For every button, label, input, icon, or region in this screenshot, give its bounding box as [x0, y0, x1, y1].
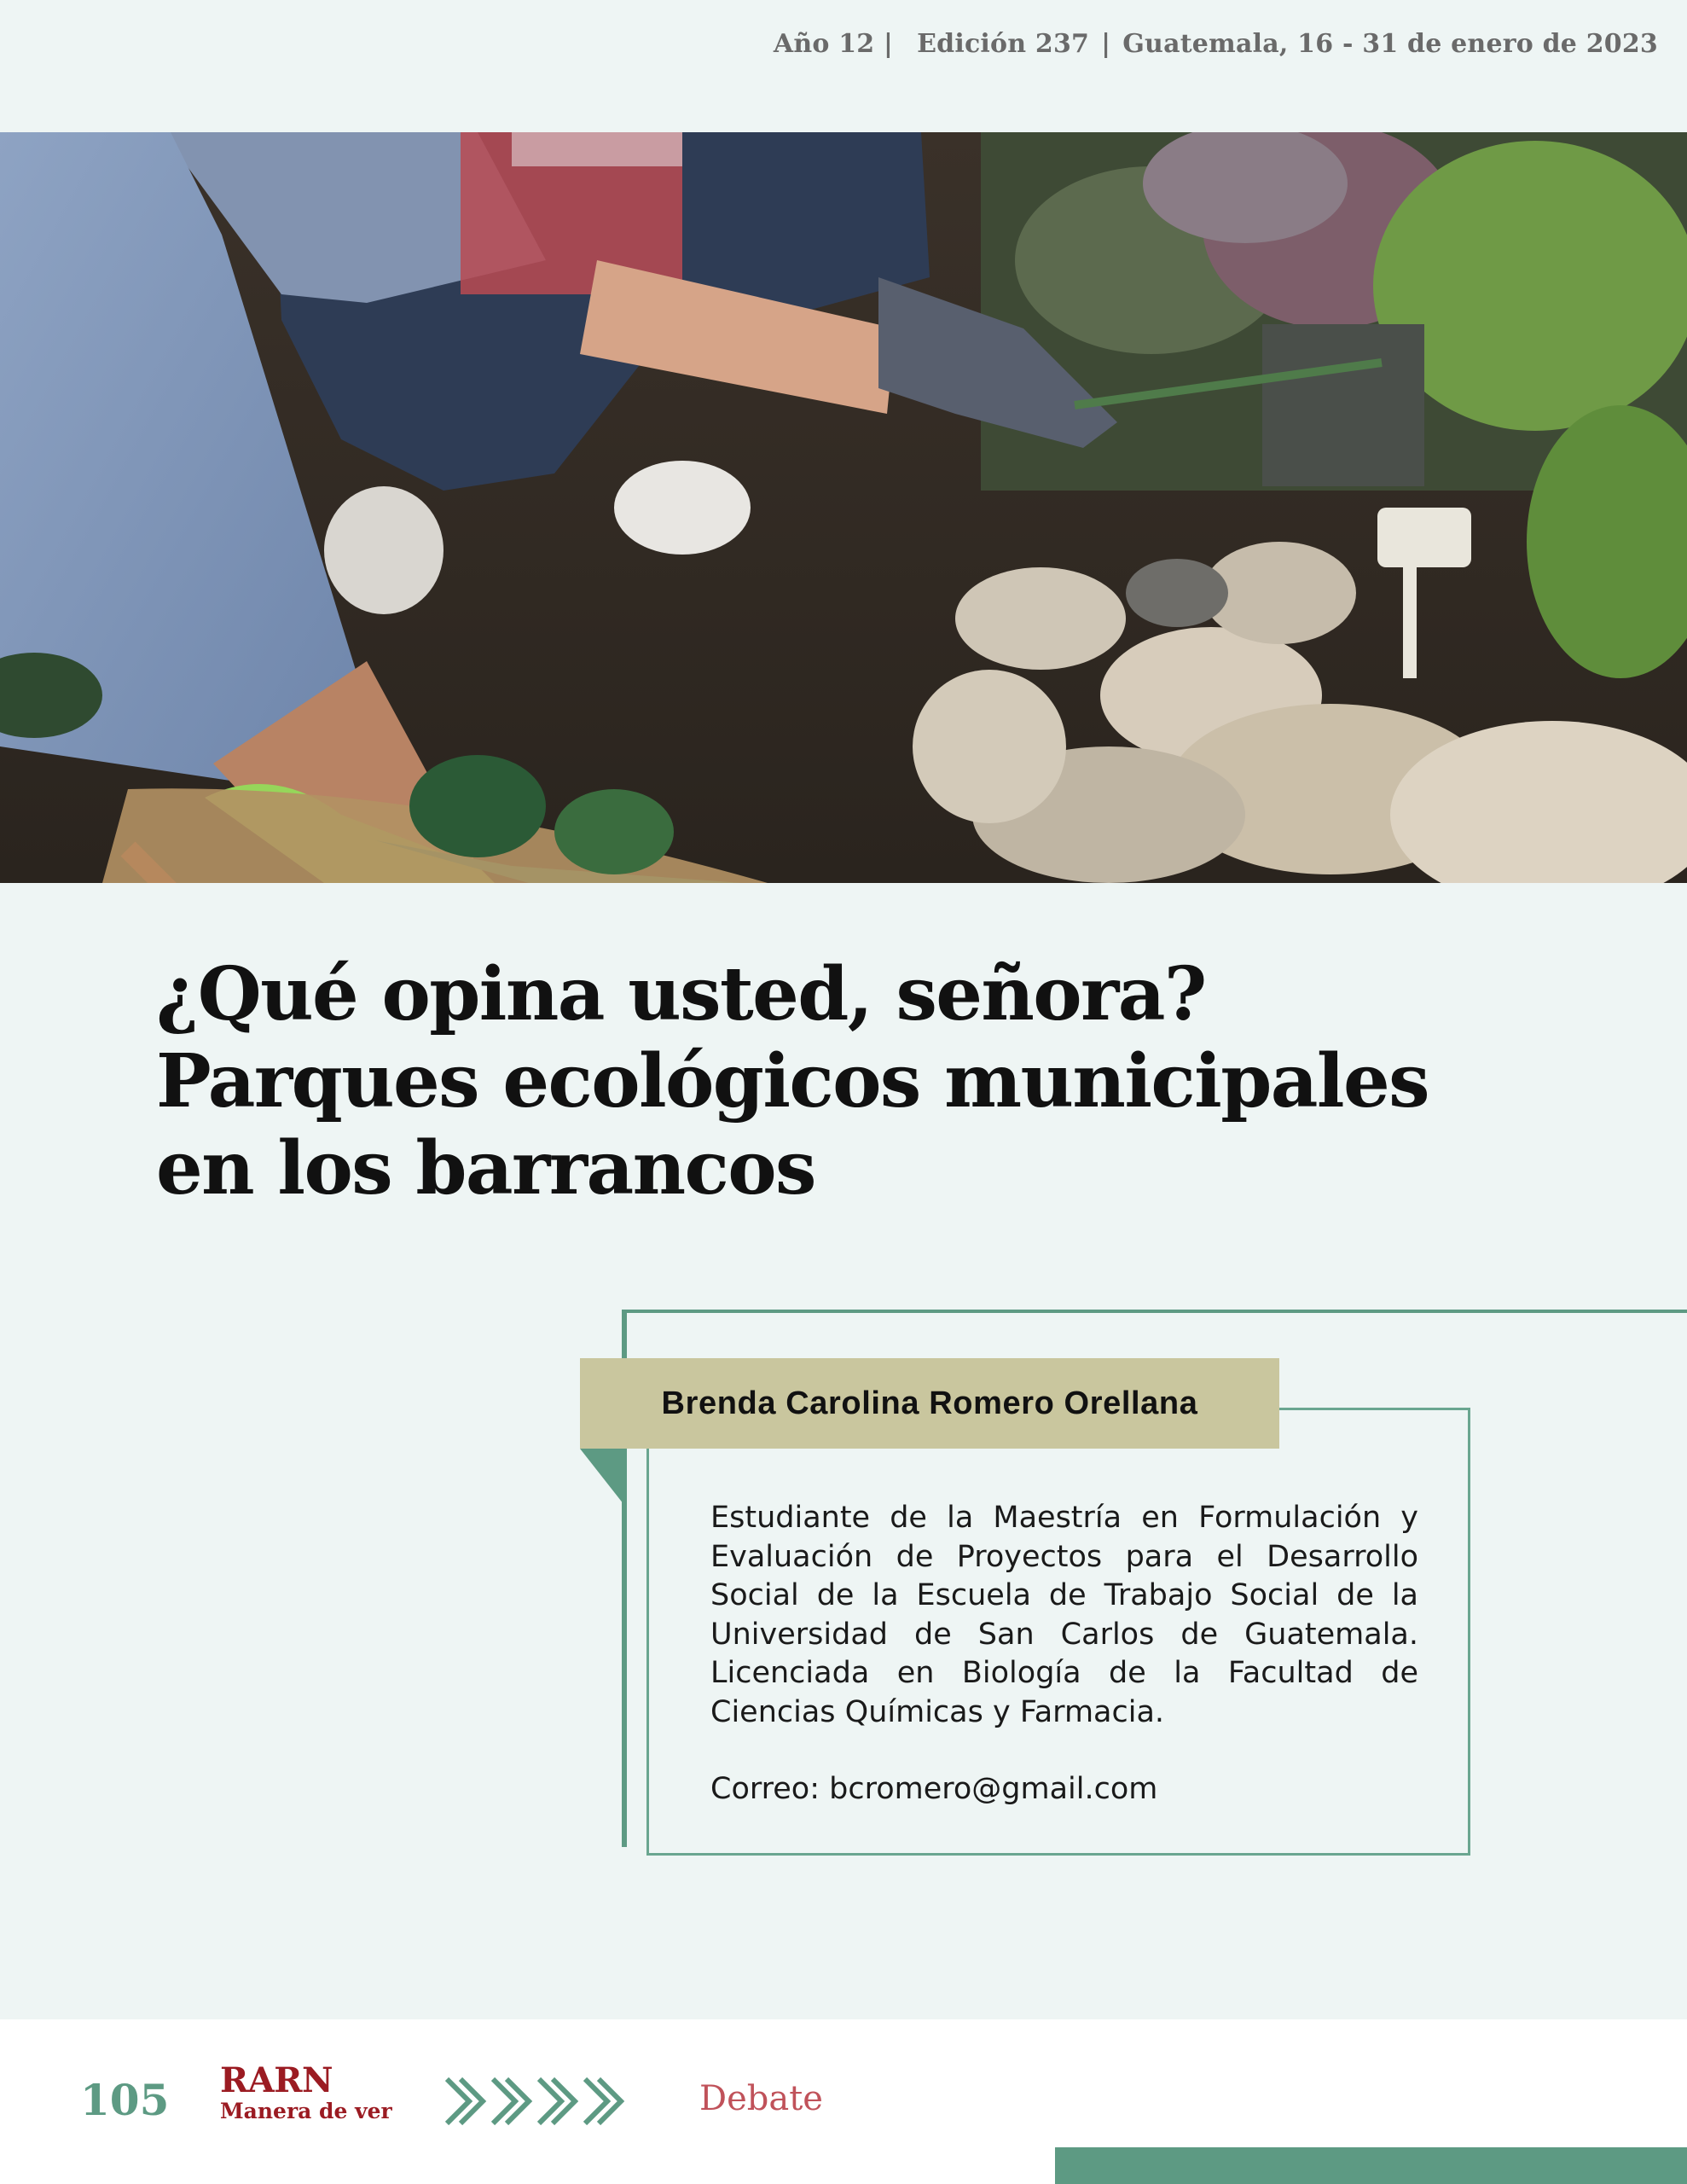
page-number: 105 — [80, 2075, 170, 2125]
author-email: Correo: bcromero@gmail.com — [710, 1772, 1158, 1806]
chevrons-right-icon — [443, 2076, 635, 2131]
issue-year: Año 12 | — [773, 29, 894, 59]
author-name-tag — [580, 1358, 1279, 1449]
issue-place-date: Guatemala, 16 - 31 de enero de 2023 — [1122, 29, 1658, 59]
title-line: ¿Qué opina usted, señora? — [156, 951, 1206, 1037]
author-name: Brenda Carolina Romero Orellana — [661, 1385, 1198, 1421]
issue-edition: Edición 237 — [917, 29, 1090, 59]
article-title — [156, 951, 1435, 1212]
header-divider: | — [1101, 29, 1111, 59]
brand-logo — [220, 2062, 392, 2123]
title-line: en los barrancos — [156, 1125, 815, 1211]
decorative-top-line — [622, 1310, 1687, 1313]
hero-photo — [0, 132, 1687, 883]
author-bio: Estudiante de la Maestría en Formulación y Evaluación de Proyectos para el Desarrollo Social de la Escuela de Trabajo Social de la Universidad de San Carlos de Guatemala. Licenciada en Biología de la Facultad de Ciencias Químicas y Farmacia. — [710, 1501, 1418, 1729]
page-footer — [0, 2019, 1687, 2184]
section-label: Debate — [699, 2079, 823, 2118]
gardening-photo-illustration — [0, 132, 1687, 883]
issue-header — [774, 29, 1658, 59]
footer-accent-bar — [1055, 2147, 1687, 2184]
brand-name: RARN — [220, 2060, 333, 2100]
name-tag-fold — [580, 1449, 627, 1508]
brand-tagline: Manera de ver — [220, 2099, 392, 2123]
title-line: Parques ecológicos municipales — [156, 1038, 1429, 1124]
